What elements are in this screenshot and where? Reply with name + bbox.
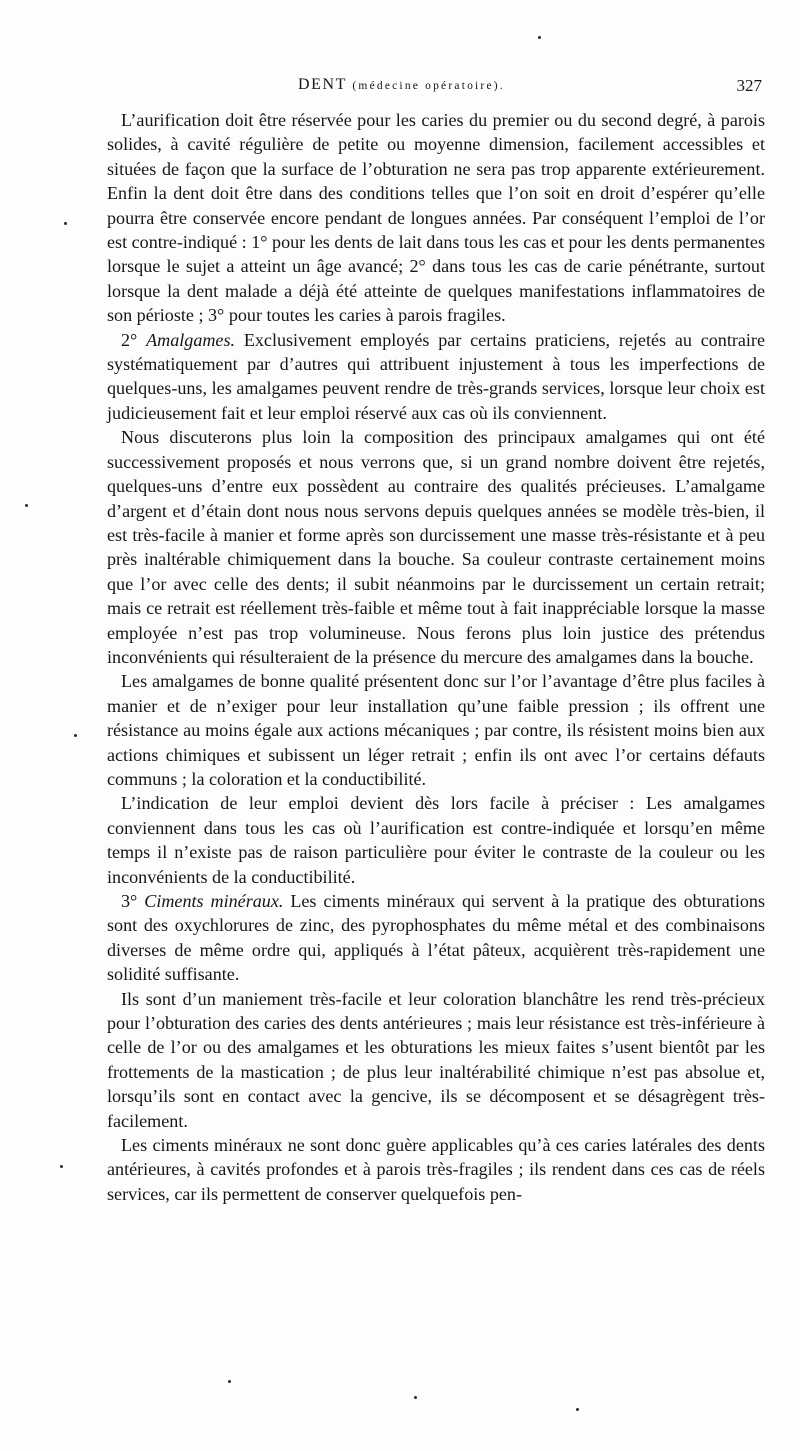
print-speck xyxy=(228,1380,231,1383)
section-number: 3° xyxy=(121,891,145,911)
print-speck xyxy=(576,1408,579,1411)
paragraph-text: Les ciments minéraux qui servent à la pratique des obturations sont des oxychlorures de zinc, des pyrophosphates du même métal et des combinaisons diverses de même ordre qui, appliqués à l’état pâteux, acquièrent très-rapidement une solidité suffisante. xyxy=(107,891,765,985)
page-header xyxy=(108,76,768,100)
paragraph-ciments-applications xyxy=(107,1133,765,1206)
paragraph-ciments-heading xyxy=(107,889,765,987)
running-head xyxy=(298,76,505,94)
section-heading: Amalgames. xyxy=(146,329,236,350)
running-head-title: DENT xyxy=(298,76,347,93)
print-speck xyxy=(74,734,77,737)
paragraph-text: Exclusivement employés par certains praticiens, rejetés au contraire systématiquement par d’autres qui attribuent injustement à tous les imperfections de quelques-uns, les amalgames peuvent rendre de très-grands services, lorsque leur choix est judicieusement fait et leur emploi réservé aux cas où ils conviennent. xyxy=(107,329,765,423)
section-heading: Ciments minéraux. xyxy=(144,891,284,911)
print-speck xyxy=(64,222,67,225)
paragraph-ciments-properties xyxy=(107,987,765,1133)
section-number: 2° xyxy=(121,329,147,350)
paragraph-amalgames-indication xyxy=(107,791,765,889)
paragraph-text: Ils sont d’un maniement très-facile et leur coloration blanchâtre les rend très-précieux pour l’obturation des caries des dents antérieures ; mais leur résistance est très-inférieure à celle de l’or ou des amalgames et les obturations les mieux faites s’usent bientôt par les frottements de la mastication ; de plus leur inaltérabilité chimique n’est pas absolue et, lorsqu’ils sont en contact avec la gencive, ils se décomposent et se désagrègent très-facilement. xyxy=(107,988,765,1131)
running-head-subtitle: (médecine opératoire). xyxy=(352,80,505,92)
page-number: 327 xyxy=(736,76,762,95)
paragraph-text: L’aurification doit être réservée pour les caries du premier ou du second degré, à parois solides, à cavité régulière de petite ou moyenne dimension, facilement accessibles et situées de façon que la surface de l’obturation ne sera pas trop apparente extérieurement. Enfin la dent doit être dans des conditions telles que l’on soit en droit d’espérer qu’elle pourra être conservée encore pendant de longues années. Par conséquent l’emploi de l’or est contre-indiqué : 1° pour les dents de lait dans tous les cas et pour les dents permanentes lorsque le sujet a atteint un âge avancé; 2° dans tous les cas de carie pénétrante, surtout lorsque la dent malade a déjà été atteinte de quelques manifestations inflammatoires de son périoste ; 3° pour toutes les caries à parois fragiles. xyxy=(107,110,765,326)
print-speck xyxy=(60,1165,63,1168)
body-text xyxy=(107,108,765,1206)
paragraph-aurification xyxy=(107,108,765,328)
paragraph-amalgames-heading xyxy=(107,328,765,426)
print-speck xyxy=(538,36,541,39)
paragraph-text: L’indication de leur emploi devient dès lors facile à préciser : Les amalgames conviennent dans tous les cas où l’aurification est contre-indiquée et lorsqu’en même temps il n’existe pas de raison particulière pour éviter le contraste de la couleur ou les inconvénients de la conductibilité. xyxy=(107,793,765,887)
print-speck xyxy=(414,1396,417,1399)
paragraph-text: Les ciments minéraux ne sont donc guère applicables qu’à ces caries latérales des dents antérieures, à cavités profondes et à parois très-fragiles ; ils rendent dans ces cas de réels services, car ils permettent de conserver quelquefois pen- xyxy=(107,1135,765,1204)
print-speck xyxy=(25,504,28,507)
paragraph-text: Nous discuterons plus loin la composition des principaux amalgames qui ont été successivement proposés et nous verrons que, si un grand nombre doivent être rejetés, quelques-uns d’entre eux possèdent au contraire des qualités précieuses. L’amalgame d’argent et d’étain dont nous nous servons depuis quelques années se modèle très-bien, il est très-facile à manier et forme après son durcissement une masse très-résistante et à peu près inaltérable chimiquement dans la bouche. Sa couleur contraste certainement moins que l’or avec celle des dents; il subit néanmoins par le durcissement un certain retrait; mais ce retrait est réellement très-faible et même tout à fait inappréciable lorsque la masse employée n’est pas trop volumineuse. Nous ferons plus loin justice des prétendus inconvénients qui résulteraient de la présence du mercure des amalgames dans la bouche. xyxy=(107,427,765,667)
paragraph-text: Les amalgames de bonne qualité présentent donc sur l’or l’avantage d’être plus faciles à manier et de n’exiger pour leur installation qu’une faible pression ; ils offrent une résistance au moins égale aux actions mécaniques ; par contre, ils résistent moins bien aux actions chimiques et subissent un léger retrait ; enfin ils ont avec l’or certains défauts communs ; la coloration et la conductibilité. xyxy=(107,671,765,789)
paragraph-amalgames-composition xyxy=(107,425,765,669)
paragraph-amalgames-advantages xyxy=(107,669,765,791)
